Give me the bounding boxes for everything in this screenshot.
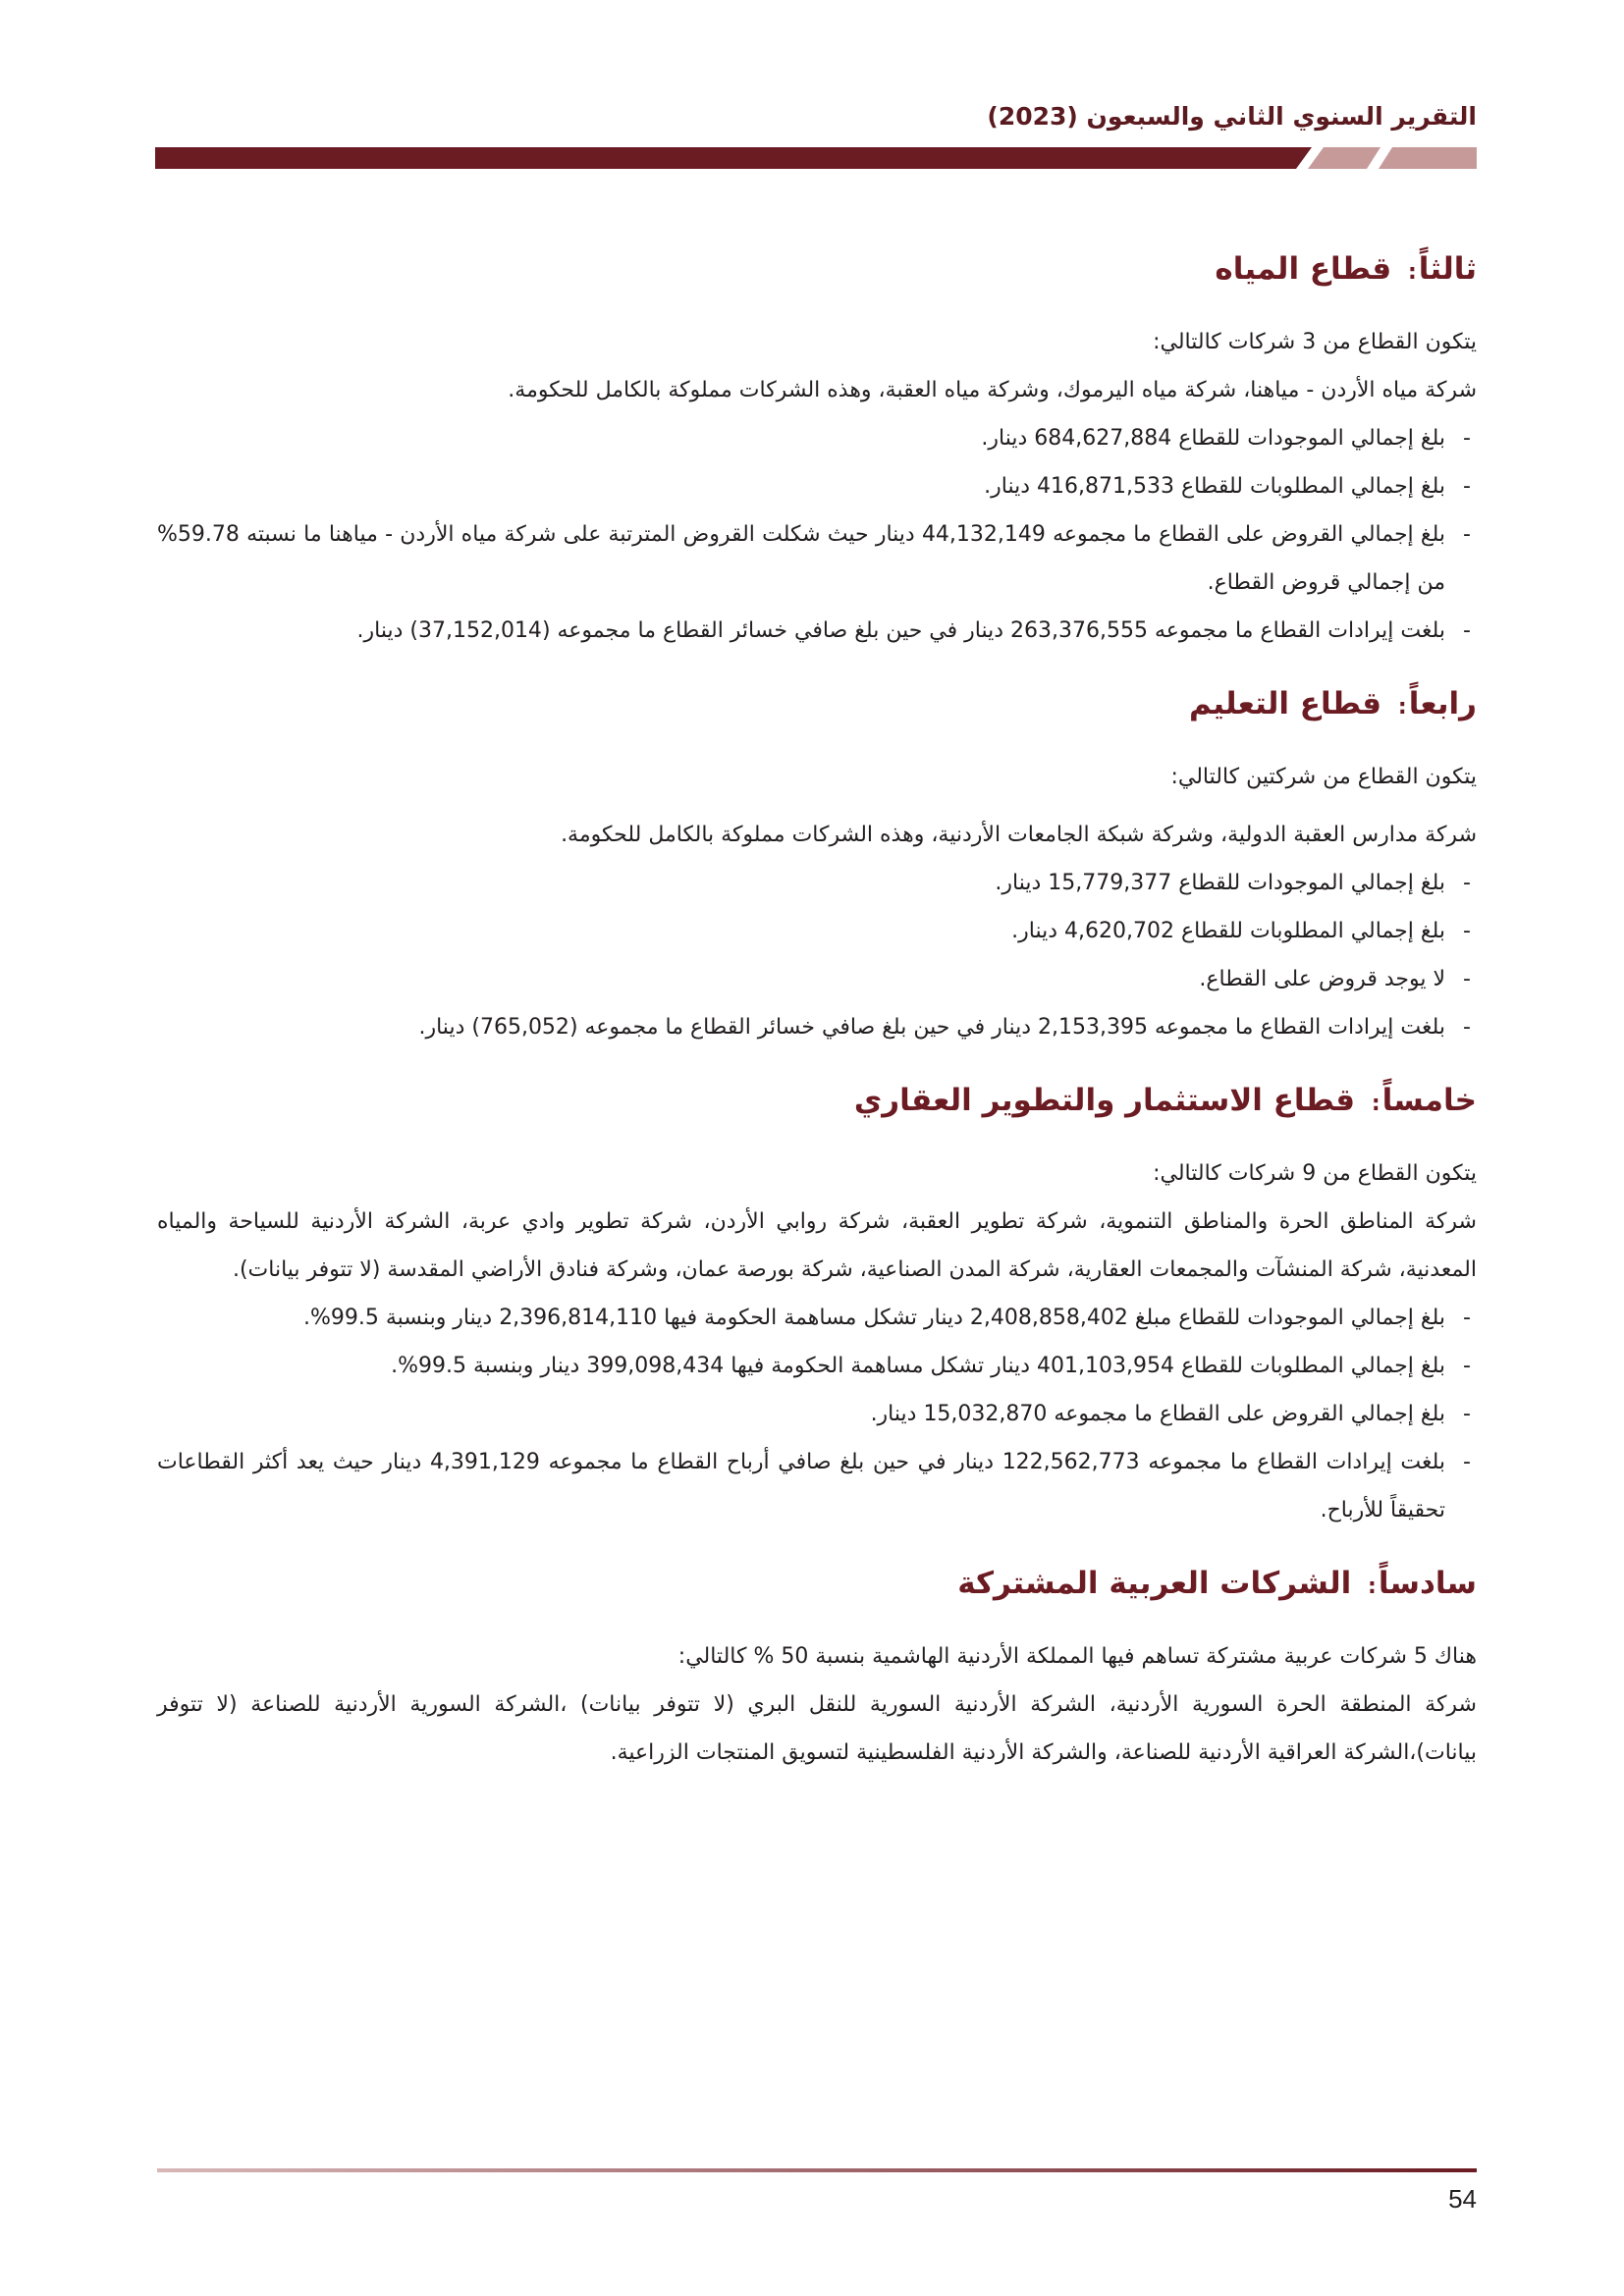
bullet-list bbox=[157, 414, 1477, 655]
report-header-title: التقرير السنوي الثاني والسبعون (2023) bbox=[987, 102, 1477, 131]
footer-divider bbox=[157, 2168, 1477, 2172]
section-education bbox=[157, 678, 1477, 1051]
section-title: قطاع المياه bbox=[1215, 251, 1392, 287]
section-number: خامساً bbox=[1381, 1083, 1477, 1118]
bullet-list bbox=[157, 859, 1477, 1051]
section-companies: شركة المناطق الحرة والمناطق التنموية، شركة تطوير العقبة، شركة روابي الأردن، شركة تطوير وادي عربة، الشركة الأردنية للسياحة والمياه المعدنية، شركة المنشآت والمجمعات العقارية، شركة المدن الصناعية، شركة بورصة عمان، وشركة فنادق الأراضي المقدسة (لا تتوفر بيانات). bbox=[157, 1209, 1477, 1282]
bullet-item: - لا يوجد قروض على القطاع. bbox=[157, 955, 1477, 1003]
section-number: ثالثاً bbox=[1418, 251, 1477, 287]
bullet-item: - بلغ إجمالي المطلوبات للقطاع 401,103,954 دينار تشكل مساهمة الحكومة فيها 399,098,434 دينار وبنسبة 99.5%. bbox=[157, 1342, 1477, 1390]
page-number: 54 bbox=[1448, 2184, 1477, 2214]
section-intro: هناك 5 شركات عربية مشتركة تساهم فيها المملكة الأردنية الهاشمية بنسبة 50 % كالتالي: bbox=[677, 1644, 1477, 1669]
bullet-item: - بلغ إجمالي الموجودات للقطاع مبلغ 2,408,858,402 دينار تشكل مساهمة الحكومة فيها 2,396,814,110 دينار وبنسبة 99.5%. bbox=[157, 1294, 1477, 1342]
section-number: سادساً bbox=[1378, 1566, 1477, 1601]
page-content bbox=[157, 243, 1477, 1800]
bullet-item: - بلغ إجمالي المطلوبات للقطاع 4,620,702 دينار. bbox=[157, 907, 1477, 955]
bullet-item: - بلغ إجمالي المطلوبات للقطاع 416,871,533 دينار. bbox=[157, 462, 1477, 510]
bullet-item: - بلغت إيرادات القطاع ما مجموعه 2,153,395 دينار في حين بلغ صافي خسائر القطاع ما مجموعه (765,052) دينار. bbox=[157, 1003, 1477, 1051]
bullet-item: - بلغت إيرادات القطاع ما مجموعه 122,562,773 دينار في حين بلغ صافي أرباح القطاع ما مجموعه 4,391,129 دينار حيث يعد أكثر القطاعات تحقيقاً للأرباح. bbox=[157, 1438, 1477, 1534]
section-intro: يتكون القطاع من شركتين كالتالي: bbox=[1170, 765, 1477, 789]
section-investment bbox=[157, 1075, 1477, 1534]
section-intro: يتكون القطاع من 9 شركات كالتالي: bbox=[1153, 1161, 1477, 1186]
section-intro: يتكون القطاع من 3 شركات كالتالي: bbox=[1153, 330, 1477, 354]
header-decorative-bar bbox=[0, 147, 1624, 175]
section-water bbox=[157, 243, 1477, 655]
section-heading-investment: خامساً: قطاع الاستثمار والتطوير العقاري bbox=[853, 1083, 1477, 1118]
section-arab-joint bbox=[157, 1558, 1477, 1777]
section-heading-arab-joint: سادساً: الشركات العربية المشتركة bbox=[957, 1566, 1477, 1601]
bullet-item: - بلغ إجمالي القروض على القطاع ما مجموعه 44,132,149 دينار حيث شكلت القروض المترتبة على شركة مياه الأردن - مياهنا ما نسبته 59.78% من إجمالي قروض القطاع. bbox=[157, 510, 1477, 607]
bullet-item: - بلغ إجمالي القروض على القطاع ما مجموعه 15,032,870 دينار. bbox=[157, 1390, 1477, 1438]
bullet-item: - بلغت إيرادات القطاع ما مجموعه 263,376,555 دينار في حين بلغ صافي خسائر القطاع ما مجموعه (37,152,014) دينار. bbox=[157, 607, 1477, 655]
bullet-list bbox=[157, 1294, 1477, 1534]
section-heading-water: ثالثاً: قطاع المياه bbox=[1215, 251, 1477, 287]
bullet-item: - بلغ إجمالي الموجودات للقطاع 684,627,884 دينار. bbox=[157, 414, 1477, 462]
section-title: قطاع التعليم bbox=[1188, 686, 1382, 721]
section-companies: شركة مياه الأردن - مياهنا، شركة مياه اليرموك، وشركة مياه العقبة، وهذه الشركات مملوكة بالكامل للحكومة. bbox=[508, 378, 1477, 402]
section-number: رابعاً bbox=[1408, 686, 1477, 721]
section-companies: شركة المنطقة الحرة السورية الأردنية، الشركة الأردنية السورية للنقل البري (لا تتوفر بيانات) ،الشركة السورية الأردنية للصناعة (لا تتوفر بيانات)،الشركة العراقية الأردنية للصناعة، والشركة الأردنية الفلسطينية لتسويق المنتجات الزراعية. bbox=[157, 1692, 1477, 1765]
section-title: قطاع الاستثمار والتطوير العقاري bbox=[853, 1083, 1356, 1118]
bullet-item: - بلغ إجمالي الموجودات للقطاع 15,779,377 دينار. bbox=[157, 859, 1477, 907]
section-companies: شركة مدارس العقبة الدولية، وشركة شبكة الجامعات الأردنية، وهذه الشركات مملوكة بالكامل للحكومة. bbox=[561, 823, 1477, 847]
section-heading-education: رابعاً: قطاع التعليم bbox=[1188, 686, 1477, 721]
section-title: الشركات العربية المشتركة bbox=[957, 1566, 1352, 1601]
